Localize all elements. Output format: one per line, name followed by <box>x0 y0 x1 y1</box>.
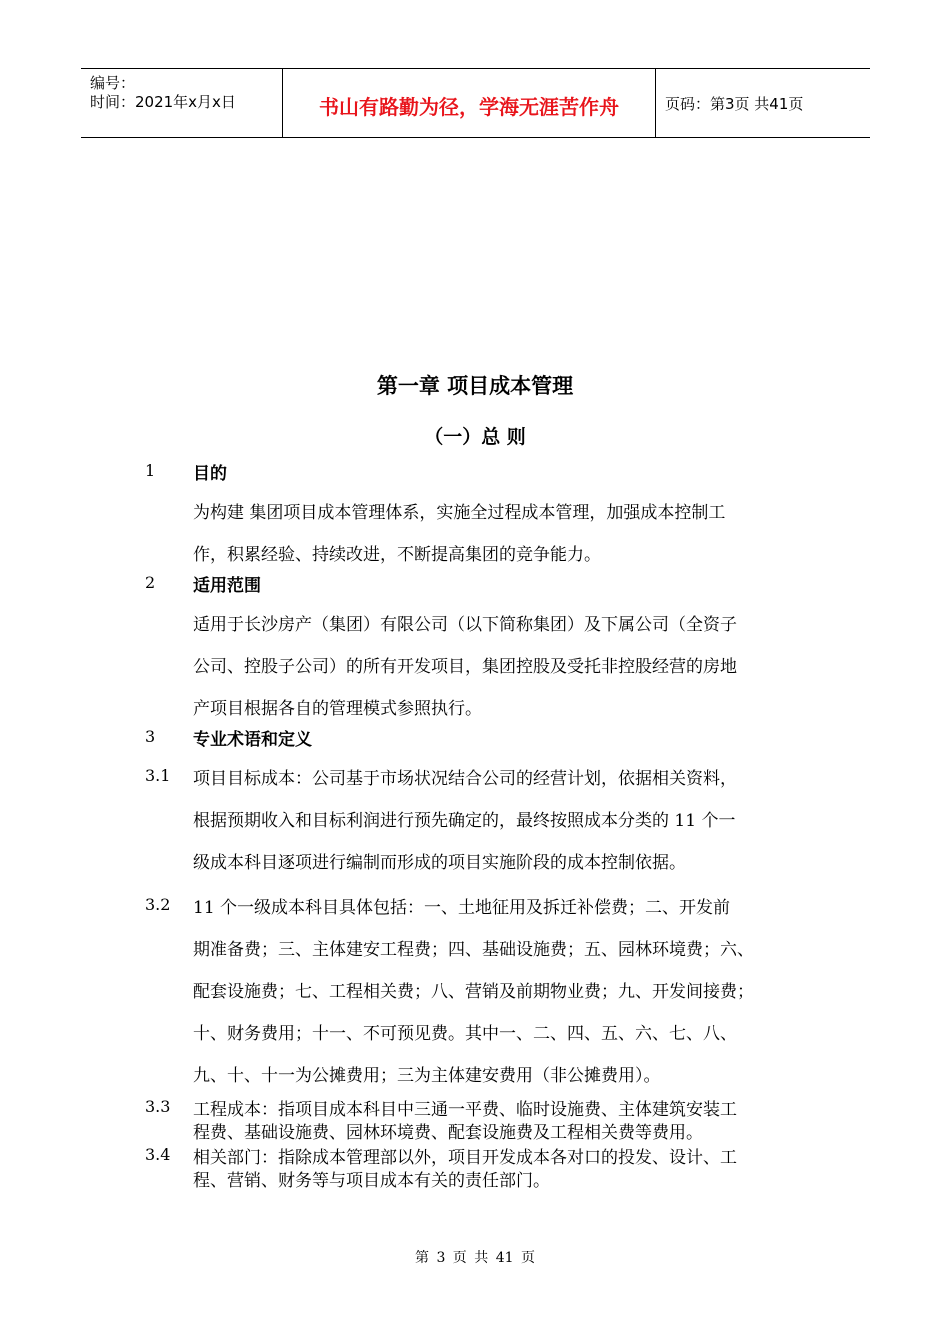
paragraph-line: 程、营销、财务等与项目成本有关的责任部门。 <box>193 1171 550 1191</box>
item-number: 3.4 <box>145 1145 171 1164</box>
header-page-label: 页码：第3页 共41页 <box>665 95 804 113</box>
section-heading-terms: 专业术语和定义 <box>193 730 312 750</box>
header-page-cell <box>656 69 870 137</box>
document-date-label: 时间：2021年x月x日 <box>90 93 236 111</box>
paragraph-line: 产项目根据各自的管理模式参照执行。 <box>193 699 482 719</box>
paragraph-line: 工程成本：指项目成本科目中三通一平费、临时设施费、主体建筑安装工 <box>193 1100 737 1120</box>
section-number: 3 <box>145 727 156 746</box>
page-footer: 第 3 页 共 41 页 <box>415 1250 535 1266</box>
paragraph-line: 根据预期收入和目标利润进行预先确定的，最终按照成本分类的 11 个一 <box>193 811 736 831</box>
paragraph-line: 作，积累经验、持续改进，不断提高集团的竞争能力。 <box>193 545 601 565</box>
paragraph-line: 公司、控股子公司）的所有开发项目，集团控股及受托非控股经营的房地 <box>193 657 737 677</box>
document-number-label: 编号： <box>90 74 136 92</box>
section-heading-scope: 适用范围 <box>193 576 261 596</box>
paragraph-line: 相关部门：指除成本管理部以外，项目开发成本各对口的投发、设计、工 <box>193 1148 737 1168</box>
chapter-title: 第一章 项目成本管理 <box>376 374 574 398</box>
paragraph-line: 项目目标成本：公司基于市场状况结合公司的经营计划，依据相关资料， <box>193 769 737 789</box>
paragraph-line: 九、十、十一为公摊费用；三为主体建安费用（非公摊费用）。 <box>193 1066 661 1086</box>
paragraph-line: 期准备费；三、主体建安工程费；四、基础设施费；五、园林环境费；六、 <box>193 940 754 960</box>
header-info-cell <box>81 69 283 137</box>
header-table <box>81 68 870 138</box>
paragraph-line: 级成本科目逐项进行编制而形成的项目实施阶段的成本控制依据。 <box>193 853 686 873</box>
item-number: 3.2 <box>145 895 171 914</box>
paragraph-line: 适用于长沙房产（集团）有限公司（以下简称集团）及下属公司（全资子 <box>193 615 737 635</box>
section-number: 1 <box>145 461 156 480</box>
paragraph-line: 配套设施费；七、工程相关费；八、营销及前期物业费；九、开发间接费； <box>193 982 754 1002</box>
item-number: 3.1 <box>145 766 171 785</box>
section-title: （一）总 则 <box>424 426 526 448</box>
item-number: 3.3 <box>145 1097 171 1116</box>
paragraph-line: 十、财务费用；十一、不可预见费。其中一、二、四、五、六、七、八、 <box>193 1024 737 1044</box>
header-motto: 书山有路勤为径，学海无涯苦作舟 <box>319 95 619 119</box>
paragraph-line: 11 个一级成本科目具体包括：一、土地征用及拆迁补偿费；二、开发前 <box>193 898 731 918</box>
section-number: 2 <box>145 573 156 592</box>
paragraph-line: 为构建 集团项目成本管理体系，实施全过程成本管理，加强成本控制工 <box>193 503 726 523</box>
header-motto-cell <box>283 69 656 137</box>
paragraph-line: 程费、基础设施费、园林环境费、配套设施费及工程相关费等费用。 <box>193 1123 703 1143</box>
section-heading-purpose: 目的 <box>193 464 227 484</box>
